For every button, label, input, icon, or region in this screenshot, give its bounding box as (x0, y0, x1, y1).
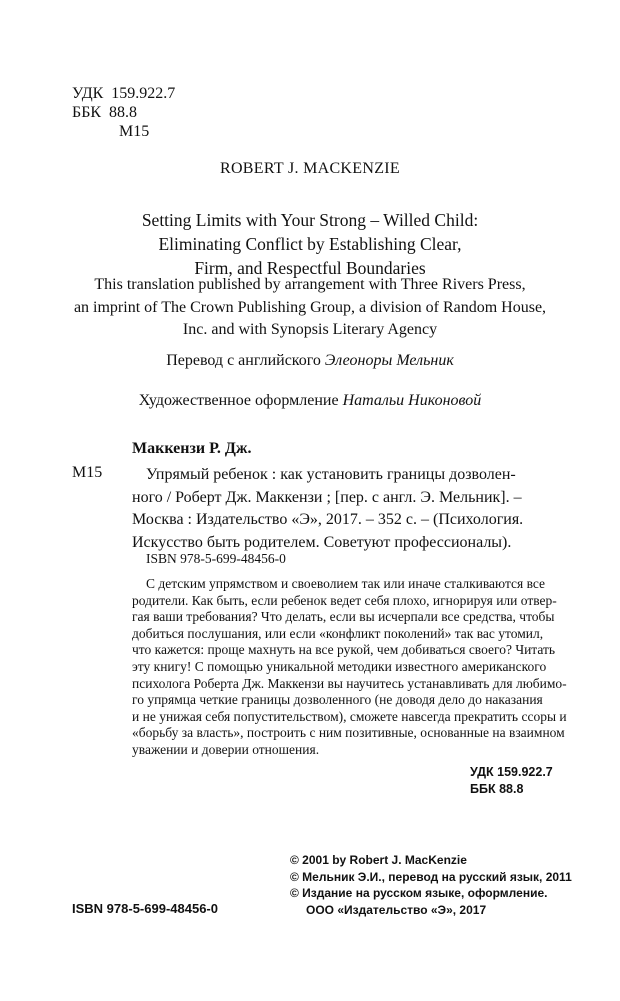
annotation-line: что кажется: проще махнуть на все рукой, чем добиваться своего? Читать (132, 642, 556, 658)
bbk-line (72, 103, 175, 122)
arrangement-line: Inc. and with Synopsis Literary Agency (182, 321, 438, 338)
catalog-isbn: ISBN 978-5-699-48456-0 (146, 551, 286, 566)
original-author: ROBERT J. MACKENZIE (219, 160, 400, 177)
catalog-line: ного / Роберт Дж. Маккензи ; [пер. с англ. Э. Мельник]. – (132, 488, 522, 506)
annotation-line: добиться послушания, или если «конфликт поколений» так вас утомил, (132, 625, 544, 641)
annotation-bbk: ББК 88.8 (470, 782, 524, 796)
annotation-udk: УДК 159.922.7 (470, 765, 553, 779)
artist-name: Натальи Никоновой (342, 392, 482, 409)
author-mark-top: М15 (119, 123, 150, 140)
classification-block (72, 84, 175, 141)
translator-name: Элеоноры Мельник (324, 352, 454, 369)
annotation-line: го упрямца четкие границы дозволенного (не доводя дело до наказания (132, 692, 543, 708)
catalog-line: Упрямый ребенок : как установить границы дозволен- (146, 466, 516, 483)
annotation-line: психолога Роберта Дж. Маккензи вы научитесь устанавливать для любимо- (132, 675, 567, 691)
annotation-line: родители. Как быть, если ребенок ведет себя плохо, игнорируя или отвер- (132, 592, 557, 608)
original-title-line: Eliminating Conflict by Establishing Clear, (158, 234, 462, 254)
catalog-author-mark: М15 (72, 464, 103, 481)
copyright-line: © Мельник Э.И., перевод на русский язык, 2011 (290, 869, 572, 884)
annotation-line: эту книгу! С помощью уникальной методики известного американского (132, 658, 547, 674)
annotation-line: и не унижая себя попустительством), сможете навсегда прекратить ссоры и (132, 708, 567, 724)
original-title-line: Setting Limits with Your Strong – Willed Child: (141, 210, 479, 230)
translation-label: Перевод с английского (166, 352, 321, 369)
annotation-line: гая ваши требования? Что делать, если вы исчерпали все средства, чтобы (132, 609, 555, 625)
art-design-credit (0, 392, 620, 410)
catalog-description (132, 464, 523, 554)
bbk-code: 88.8 (109, 104, 138, 121)
original-title-line: Firm, and Respectful Boundaries (194, 258, 426, 278)
copyright-block (290, 852, 572, 918)
bbk-label: ББК (72, 104, 102, 121)
annotation-line: уважении и доверии отношения. (132, 741, 320, 757)
annotation (132, 576, 567, 759)
udk-code: 159.922.7 (111, 85, 176, 102)
annotation-codes (470, 764, 553, 798)
arrangement-line: an imprint of The Crown Publishing Group, a division of Random House, (73, 298, 547, 316)
art-design-label: Художественное оформление (138, 392, 339, 409)
translation-credit (0, 352, 620, 370)
catalog-author-heading: Маккензи Р. Дж. (132, 440, 252, 457)
original-title (0, 208, 620, 280)
copyright-line: © Издание на русском языке, оформление. (290, 886, 548, 900)
annotation-line: С детским упрямством и своеволием так или иначе сталкиваются все (146, 576, 546, 591)
udk-line (72, 84, 175, 103)
catalog-line: Искусство быть родителем. Советуют профессионалы). (132, 533, 512, 551)
bottom-isbn: ISBN 978-5-699-48456-0 (72, 901, 218, 916)
catalog-line: Москва : Издательство «Э», 2017. – 352 с. – (Психология. (132, 511, 524, 528)
copyright-line: © 2001 by Robert J. MacKenzie (290, 853, 467, 867)
arrangement-notice (0, 274, 620, 342)
annotation-line: «борьбу за власть», построить с ним позитивные, основанные на взаимном (132, 725, 565, 741)
copyright-line: ООО «Издательство «Э», 2017 (306, 902, 487, 917)
arrangement-line: This translation published by arrangement with Three Rivers Press, (94, 276, 526, 293)
udk-label: УДК (72, 85, 104, 102)
